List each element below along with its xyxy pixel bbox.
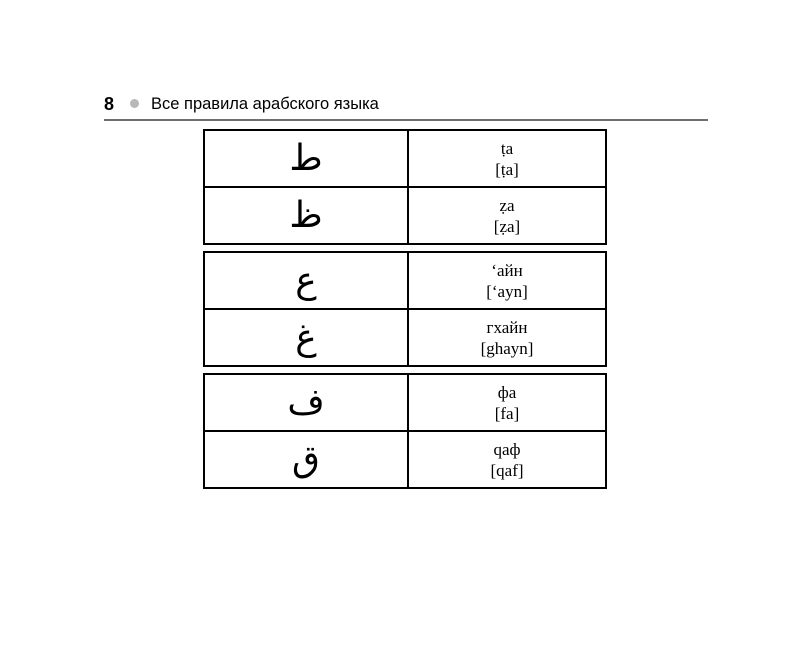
- letter-transliteration: [qaf]: [490, 460, 524, 480]
- arabic-letter: غ: [295, 316, 317, 358]
- letter-transliteration: [ṭa]: [495, 159, 519, 179]
- table-row: [205, 430, 605, 487]
- table-row: [205, 131, 605, 186]
- letter-name: qаф: [493, 439, 521, 459]
- bullet-icon: [130, 99, 139, 108]
- page-number: 8: [104, 94, 115, 114]
- letter-name-cell: [409, 310, 605, 365]
- arabic-letter: ف: [287, 381, 325, 423]
- table-row: [205, 375, 605, 430]
- table-row: [205, 253, 605, 308]
- letter-name-cell: [409, 188, 605, 243]
- arabic-letter-cell: [205, 375, 409, 430]
- letter-table-1: [203, 129, 607, 245]
- letter-transliteration: [ghayn]: [480, 338, 534, 358]
- letter-table-3: [203, 373, 607, 489]
- table-row: [205, 186, 605, 243]
- arabic-letter: ع: [295, 259, 317, 301]
- arabic-letter-cell: [205, 253, 409, 308]
- arabic-letter-cell: [205, 131, 409, 186]
- letter-name-cell: [409, 253, 605, 308]
- arabic-letter-cell: [205, 432, 409, 487]
- book-title: Все правила арабского языка: [151, 95, 379, 113]
- letter-name: ẓa: [499, 195, 515, 215]
- letter-name-cell: [409, 131, 605, 186]
- table-row: [205, 308, 605, 365]
- arabic-letter: ظ: [289, 194, 323, 236]
- letter-name: ʻайн: [491, 260, 523, 280]
- letter-name: фа: [497, 382, 517, 402]
- arabic-letter-cell: [205, 188, 409, 243]
- letter-table-2: [203, 251, 607, 367]
- letter-name-cell: [409, 375, 605, 430]
- arabic-letter-cell: [205, 310, 409, 365]
- arabic-letter: ق: [292, 438, 320, 480]
- letter-transliteration: [ʻayn]: [486, 281, 528, 301]
- letter-name: гхайн: [486, 317, 528, 337]
- arabic-letter: ط: [289, 137, 323, 179]
- page-header: [104, 93, 708, 121]
- letter-name-cell: [409, 432, 605, 487]
- letter-transliteration: [fa]: [494, 403, 520, 423]
- letter-name: ṭa: [500, 138, 514, 158]
- letter-transliteration: [ẓa]: [493, 216, 521, 236]
